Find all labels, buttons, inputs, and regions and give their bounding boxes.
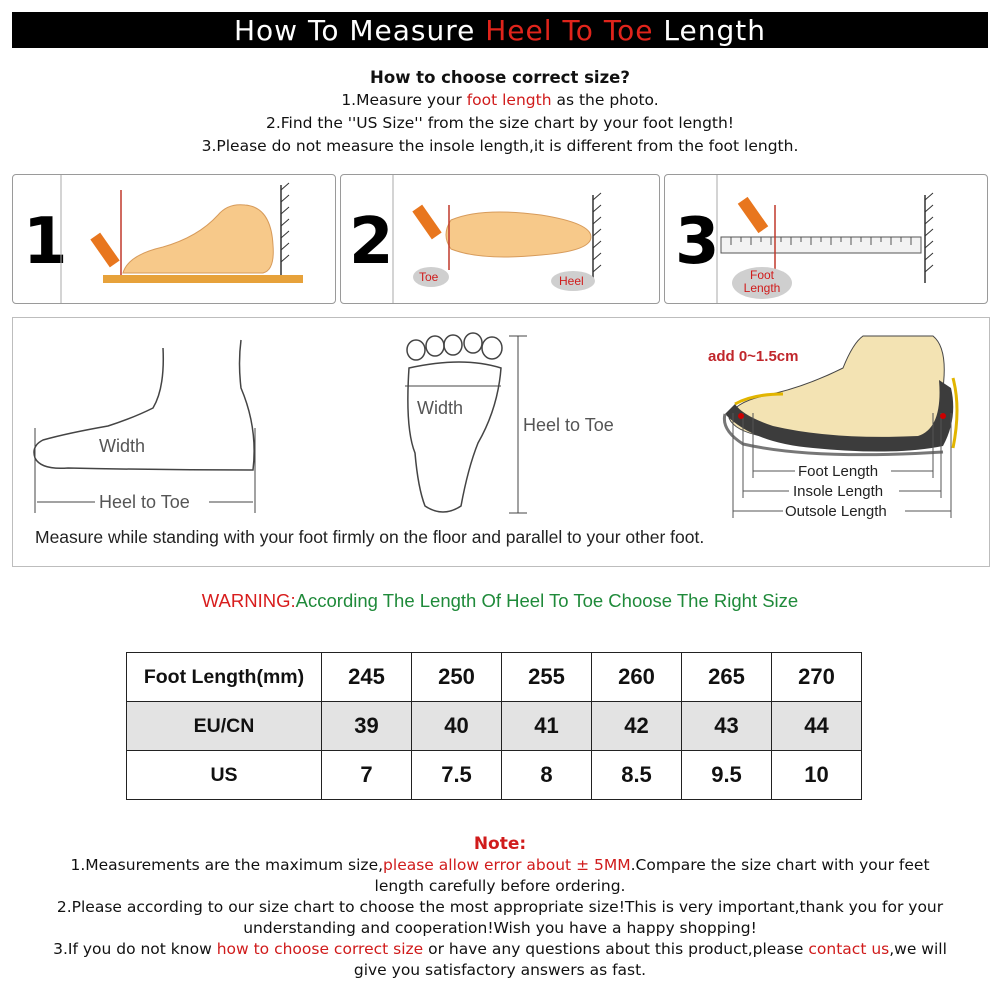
choose-size-link[interactable]: how to choose correct size bbox=[216, 940, 424, 958]
table-row bbox=[127, 653, 862, 702]
note-line-3 bbox=[0, 939, 1000, 960]
table-row bbox=[127, 751, 862, 800]
table-cell: 42 bbox=[592, 702, 682, 751]
toe-label: Toe bbox=[419, 270, 439, 284]
step-panel-2 bbox=[340, 174, 660, 304]
note3-text: 3.If you do not know bbox=[53, 940, 217, 958]
note1-highlight: please allow error about ± 5MM bbox=[383, 856, 631, 874]
note-line-3b: give you satisfactory answers as fast. bbox=[353, 961, 647, 979]
row-header-foot-length: Foot Length(mm) bbox=[127, 653, 322, 702]
warning-sep: : bbox=[290, 590, 296, 611]
step1-text: 1.Measure your bbox=[341, 91, 467, 109]
step-number-1: 1 bbox=[23, 205, 68, 279]
note1-text: 1.Measurements are the maximum size, bbox=[70, 856, 384, 874]
note3-text-end: ,we will bbox=[889, 940, 947, 958]
table-cell: 40 bbox=[412, 702, 502, 751]
table-cell: 43 bbox=[682, 702, 772, 751]
heel-label: Heel bbox=[559, 274, 584, 288]
note1-text-end: .Compare the size chart with your feet bbox=[630, 856, 930, 874]
note-line-1 bbox=[0, 855, 1000, 876]
table-row bbox=[127, 702, 862, 751]
banner-text-1: How To Measure bbox=[233, 14, 486, 47]
foot-side-illustration bbox=[13, 175, 335, 303]
foot-length-label: Foot Length bbox=[743, 268, 781, 295]
howto-heading: How to choose correct size? bbox=[370, 68, 630, 87]
table-cell: 7 bbox=[322, 751, 412, 800]
note-line-2: 2.Please according to our size chart to choose the most appropriate size!This is very important,thank you for your bbox=[56, 898, 944, 916]
table-cell: 260 bbox=[592, 653, 682, 702]
step-panel-3 bbox=[664, 174, 988, 304]
table-cell: 44 bbox=[772, 702, 862, 751]
row-header-eu-cn: EU/CN bbox=[127, 702, 322, 751]
warning-line bbox=[0, 590, 1000, 612]
width-label-side: Width bbox=[99, 436, 146, 456]
note-line-1b: length carefully before ordering. bbox=[374, 877, 626, 895]
table-cell: 8 bbox=[502, 751, 592, 800]
heel-to-toe-label-side: Heel to Toe bbox=[99, 492, 190, 512]
measurement-diagram bbox=[12, 317, 990, 567]
table-cell: 7.5 bbox=[412, 751, 502, 800]
step1-highlight: foot length bbox=[466, 91, 552, 109]
add-allowance-label: add 0~1.5cm bbox=[708, 348, 799, 365]
heel-to-toe-label-sole: Heel to Toe bbox=[523, 415, 614, 435]
table-cell: 8.5 bbox=[592, 751, 682, 800]
table-cell: 9.5 bbox=[682, 751, 772, 800]
contact-us-link[interactable]: contact us bbox=[808, 940, 890, 958]
table-cell: 41 bbox=[502, 702, 592, 751]
table-cell: 270 bbox=[772, 653, 862, 702]
note-line-2b: understanding and cooperation!Wish you have a happy shopping! bbox=[243, 919, 757, 937]
note-title: Note: bbox=[473, 834, 527, 854]
howto-section bbox=[0, 66, 1000, 158]
insole-length-label: Insole Length bbox=[793, 483, 884, 500]
title-banner bbox=[12, 12, 988, 48]
table-cell: 250 bbox=[412, 653, 502, 702]
foot-length-diagram-label: Foot Length bbox=[798, 463, 879, 480]
measure-instruction: Measure while standing with your foot firmly on the floor and parallel to your other foot. bbox=[35, 527, 705, 547]
step-number-3: 3 bbox=[675, 205, 720, 279]
table-cell: 265 bbox=[682, 653, 772, 702]
note-section bbox=[0, 834, 1000, 981]
warning-label: WARNING bbox=[201, 590, 291, 611]
row-header-us: US bbox=[127, 751, 322, 800]
outsole-length-label: Outsole Length bbox=[785, 503, 887, 520]
warning-text: According The Length Of Heel To Toe Choose The Right Size bbox=[295, 590, 799, 611]
foot-top-illustration bbox=[341, 175, 659, 303]
howto-step-3: 3.Please do not measure the insole length,it is different from the foot length. bbox=[201, 137, 799, 155]
table-cell: 255 bbox=[502, 653, 592, 702]
step-panel-1 bbox=[12, 174, 336, 304]
table-cell: 10 bbox=[772, 751, 862, 800]
step1-text-end: as the photo. bbox=[551, 91, 659, 109]
step-number-2: 2 bbox=[349, 205, 394, 279]
table-cell: 245 bbox=[322, 653, 412, 702]
table-cell: 39 bbox=[322, 702, 412, 751]
note3-text-mid: or have any questions about this product,please bbox=[423, 940, 809, 958]
banner-text-highlight: Heel To Toe bbox=[485, 14, 654, 47]
howto-step-2: 2.Find the ''US Size'' from the size chart by your foot length! bbox=[265, 114, 735, 132]
howto-step-1 bbox=[0, 89, 1000, 112]
size-chart-table bbox=[126, 652, 862, 800]
ruler-illustration bbox=[665, 175, 987, 303]
banner-text-2: Length bbox=[653, 14, 767, 47]
width-label-sole: Width bbox=[417, 398, 464, 418]
